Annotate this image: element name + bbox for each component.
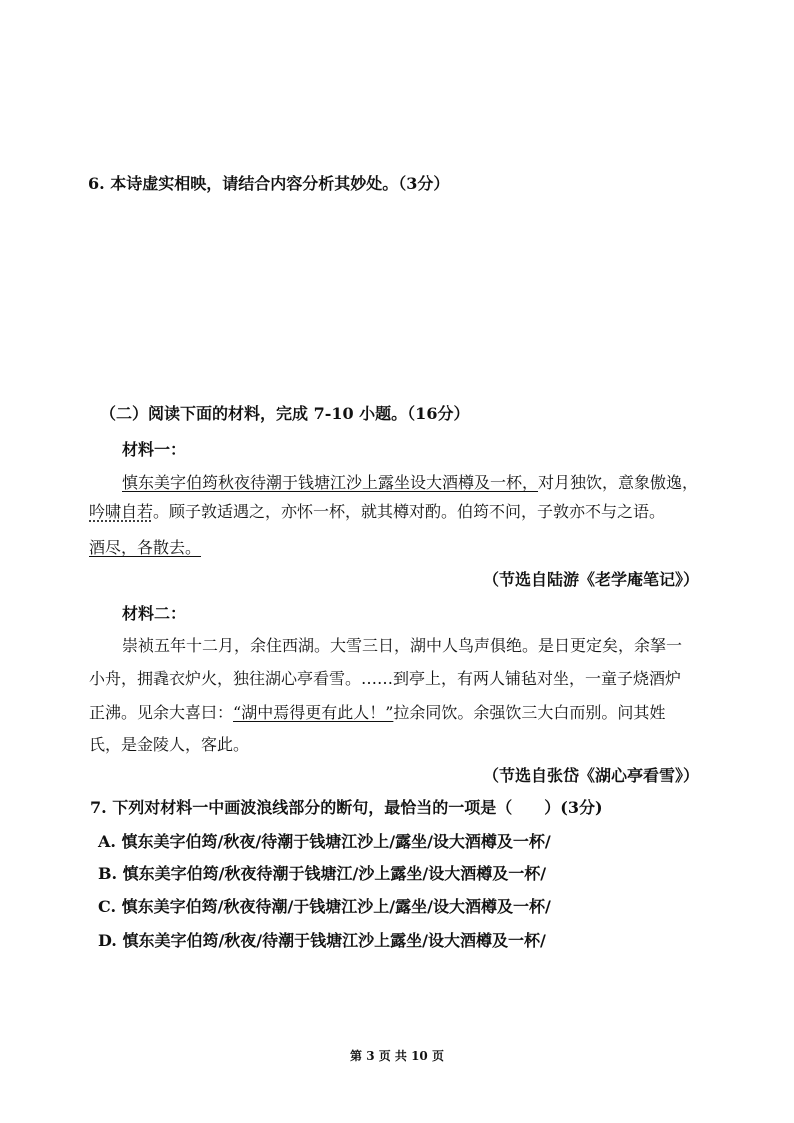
material-1-line-2-rest: 。顾子敦适遇之，亦怀一杯，就其樽对酌。伯筠不问，子敦亦不与之语。 — [153, 502, 666, 521]
material-2-line-3-post: 拉余同饮。余强饮三大白而别。问其姓 — [393, 703, 666, 722]
dotted-phrase: 吟啸自若 — [89, 502, 154, 521]
material-1-line-1 — [122, 473, 698, 493]
material-1-line-2 — [89, 502, 665, 522]
page-footer: 第 3 页 共 10 页 — [350, 1049, 444, 1063]
material-1-label: 材料一： — [122, 440, 187, 459]
material-1-line-3: 酒尽，各散去。 — [89, 538, 202, 557]
material-2-line-1: 崇祯五年十二月，余住西湖。大雪三日，湖中人鸟声俱绝。是日更定矣，余拏一 — [122, 636, 683, 655]
option-c: C. 慎东美字伯筠/秋夜待潮/于钱塘江沙上/露坐/设大酒樽及一杯/ — [98, 897, 551, 916]
question-6: 6. 本诗虚实相映，请结合内容分析其妙处。（3分） — [88, 174, 450, 193]
option-a: A. 慎东美字伯筠/秋夜/待潮于钱塘江沙上/露坐/设大酒樽及一杯/ — [98, 832, 551, 851]
material-2-line-3-pre: 正沸。见余大喜曰： — [89, 703, 234, 722]
material-2-label: 材料二： — [122, 604, 187, 623]
material-2-line-4: 氏，是金陵人，客此。 — [89, 735, 250, 754]
material-2-line-3 — [89, 703, 665, 723]
material-2-source: （节选自张岱《湖心亭看雪》） — [483, 766, 700, 785]
material-2-line-2: 小舟，拥毳衣炉火，独往湖心亭看雪。……到亭上，有两人铺毡对坐，一童子烧酒炉 — [89, 669, 682, 688]
underlined-quote: “湖中焉得更有此人！” — [233, 703, 394, 722]
wavy-underlined-passage: 慎东美字伯筠秋夜待潮于钱塘江沙上露坐设大酒樽及一杯， — [122, 473, 539, 492]
option-b: B. 慎东美字伯筠/秋夜待潮于钱塘江/沙上露坐/设大酒樽及一杯/ — [98, 864, 547, 883]
question-7-stem: 7. 下列对材料一中画波浪线部分的断句，最恰当的一项是（ ）(3分) — [90, 798, 603, 817]
material-1-source: （节选自陆游《老学庵笔记》） — [483, 570, 700, 589]
section-2-heading: （二）阅读下面的材料，完成 7-10 小题。（16分） — [100, 404, 470, 423]
option-d: D. 慎东美字伯筠/秋夜/待潮于钱塘江沙上露坐/设大酒樽及一杯/ — [98, 931, 546, 950]
material-1-line-1-rest: 对月独饮，意象傲逸， — [538, 473, 699, 492]
